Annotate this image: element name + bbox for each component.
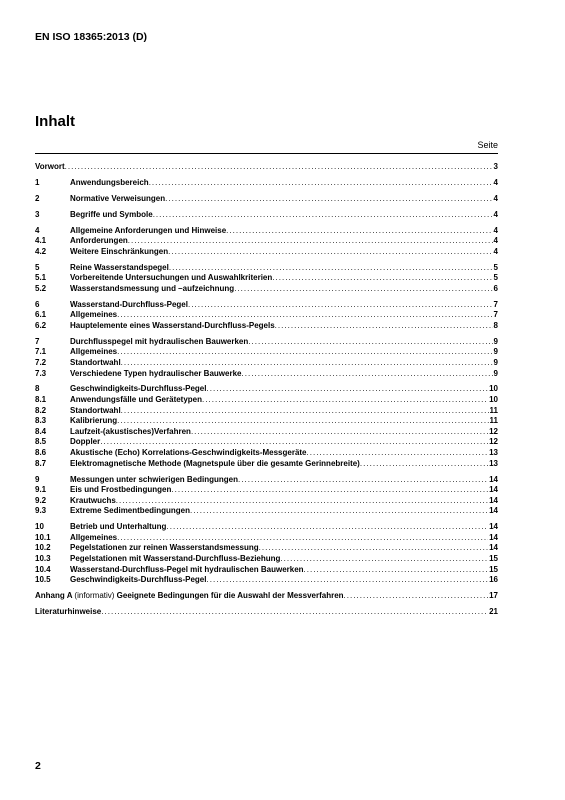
toc-entry-page: 5 bbox=[493, 262, 498, 272]
toc-entry-title: Krautwuchs bbox=[70, 495, 116, 505]
toc-entry-title: Allgemeines bbox=[70, 310, 118, 320]
dot-leader bbox=[188, 300, 493, 311]
toc-entry-page: 4 bbox=[493, 177, 498, 187]
page-title: Inhalt bbox=[35, 113, 75, 130]
toc-entry-title: Anforderungen bbox=[70, 236, 128, 246]
toc-entry-page: 14 bbox=[489, 522, 498, 532]
toc-entry-title: Allgemeines bbox=[70, 347, 118, 357]
toc-entry-page: 10 bbox=[489, 395, 498, 405]
toc-entry-title: Wasserstand-Durchfluss-Pegel bbox=[70, 299, 188, 309]
dot-leader bbox=[226, 226, 492, 237]
toc-entry-annex[interactable] bbox=[35, 591, 498, 602]
toc-entry-title: Reine Wasserstandspegel bbox=[70, 262, 169, 272]
toc-entry-number: 8.7 bbox=[35, 458, 47, 468]
toc-entry-number: 7.3 bbox=[35, 368, 47, 378]
toc-entry-number: 5.1 bbox=[35, 273, 47, 283]
dot-leader bbox=[128, 236, 493, 247]
toc-entry-page: 17 bbox=[489, 591, 498, 601]
toc-entry-title: Anwendungsfälle und Gerätetypen bbox=[70, 395, 203, 405]
dot-leader bbox=[117, 533, 488, 544]
dot-leader bbox=[241, 369, 492, 380]
toc-entry-title: Kalibrierung bbox=[70, 416, 118, 426]
toc-entry-title: Akustische (Echo) Korrelations-Geschwindigkeits-Messgeräte bbox=[70, 448, 307, 458]
dot-leader bbox=[171, 485, 488, 496]
dot-leader bbox=[166, 522, 488, 533]
toc-entry-number: 9 bbox=[35, 474, 40, 484]
toc-entry[interactable] bbox=[35, 506, 498, 517]
table-of-contents bbox=[35, 162, 498, 618]
dot-leader bbox=[206, 384, 488, 395]
toc-entry-title: Geschwindigkeits-Durchfluss-Pegel bbox=[70, 384, 207, 394]
toc-entry-number: 7 bbox=[35, 336, 40, 346]
toc-entry-number: 8 bbox=[35, 384, 40, 394]
toc-entry-page: 6 bbox=[493, 283, 498, 293]
toc-entry-title: Verschiedene Typen hydraulischer Bauwerke bbox=[70, 368, 242, 378]
toc-entry[interactable] bbox=[35, 358, 498, 369]
toc-entry-title: Standortwahl bbox=[70, 357, 121, 367]
toc-entry-number: 10.2 bbox=[35, 543, 51, 553]
toc-entry-number: 4.1 bbox=[35, 236, 47, 246]
toc-entry-number: 5.2 bbox=[35, 283, 47, 293]
toc-entry-page: 10 bbox=[489, 384, 498, 394]
toc-entry[interactable] bbox=[35, 273, 498, 284]
dot-leader bbox=[121, 358, 493, 369]
dot-leader bbox=[169, 263, 493, 274]
dot-leader bbox=[234, 284, 492, 295]
toc-entry-title: Messungen unter schwierigen Bedingungen bbox=[70, 474, 239, 484]
toc-entry-page: 16 bbox=[489, 575, 498, 585]
toc-entry-page: 7 bbox=[493, 310, 498, 320]
annex-title: Geeignete Bedingungen für die Auswahl der Messverfahren bbox=[116, 591, 344, 601]
toc-entry-title: Wasserstandsmessung und –aufzeichnung bbox=[70, 283, 235, 293]
toc-entry[interactable] bbox=[35, 565, 498, 576]
toc-entry-title: Vorbereitende Untersuchungen und Auswahlkriterien bbox=[70, 273, 273, 283]
toc-entry-page: 14 bbox=[489, 543, 498, 553]
toc-entry-page: 15 bbox=[489, 553, 498, 563]
toc-entry[interactable] bbox=[35, 427, 498, 438]
dot-leader bbox=[153, 210, 493, 221]
toc-entry[interactable] bbox=[35, 236, 498, 247]
toc-entry-page: 4 bbox=[493, 225, 498, 235]
toc-entry[interactable] bbox=[35, 300, 498, 311]
toc-entry[interactable] bbox=[35, 263, 498, 274]
annex-title-group bbox=[35, 591, 344, 602]
annex-qualifier: (informativ) bbox=[74, 591, 115, 601]
dot-leader bbox=[206, 575, 488, 586]
toc-entry-title: Vorwort bbox=[35, 162, 65, 171]
toc-entry[interactable] bbox=[35, 369, 498, 380]
toc-entry-title: Weitere Einschränkungen bbox=[70, 246, 169, 256]
toc-entry-title: Allgemeine Anforderungen und Hinweise bbox=[70, 225, 227, 235]
toc-entry-title: Extreme Sedimentbedingungen bbox=[70, 506, 191, 516]
toc-entry-title: Geschwindigkeits-Durchfluss-Pegel bbox=[70, 575, 207, 585]
toc-entry-title: Betrieb und Unterhaltung bbox=[70, 522, 167, 532]
toc-entry-title: Allgemeines bbox=[70, 532, 118, 542]
dot-leader bbox=[100, 437, 488, 448]
toc-entry[interactable] bbox=[35, 575, 498, 586]
toc-entry-number: 7.1 bbox=[35, 347, 47, 357]
toc-entry[interactable] bbox=[35, 162, 498, 173]
toc-entry-page: 14 bbox=[489, 474, 498, 484]
toc-entry-number: 10.4 bbox=[35, 564, 51, 574]
toc-entry[interactable] bbox=[35, 437, 498, 448]
dot-leader bbox=[275, 321, 493, 332]
toc-entry-page: 13 bbox=[489, 448, 498, 458]
dot-leader bbox=[165, 194, 492, 205]
dot-leader bbox=[117, 310, 492, 321]
toc-entry-page: 4 bbox=[493, 193, 498, 203]
toc-entry-page: 4 bbox=[493, 246, 498, 256]
toc-entry[interactable] bbox=[35, 522, 498, 533]
toc-entry-page: 14 bbox=[489, 532, 498, 542]
toc-entry[interactable] bbox=[35, 554, 498, 565]
dot-leader bbox=[191, 427, 488, 438]
toc-entry-number: 4.2 bbox=[35, 246, 47, 256]
toc-entry-title: Eis und Frostbedingungen bbox=[70, 485, 172, 495]
divider bbox=[35, 153, 498, 154]
toc-entry[interactable] bbox=[35, 475, 498, 486]
toc-entry-title: Pegelstationen zur reinen Wasserstandsmessung bbox=[70, 543, 259, 553]
toc-entry-page: 12 bbox=[489, 426, 498, 436]
toc-entry-page: 13 bbox=[489, 458, 498, 468]
toc-entry[interactable] bbox=[35, 247, 498, 258]
toc-entry-title: Standortwahl bbox=[70, 405, 121, 415]
toc-entry-page: 4 bbox=[493, 209, 498, 219]
toc-entry-page: 9 bbox=[493, 357, 498, 367]
toc-entry-number: 6 bbox=[35, 299, 40, 309]
toc-entry[interactable] bbox=[35, 459, 498, 470]
document-id: EN ISO 18365:2013 (D) bbox=[35, 31, 148, 43]
toc-entry-page: 9 bbox=[493, 347, 498, 357]
toc-entry[interactable] bbox=[35, 178, 498, 189]
toc-entry-number: 10 bbox=[35, 522, 44, 532]
dot-leader bbox=[238, 475, 488, 486]
dot-leader bbox=[65, 162, 493, 173]
toc-entry[interactable] bbox=[35, 543, 498, 554]
toc-entry-number: 10.3 bbox=[35, 553, 51, 563]
toc-entry-number: 2 bbox=[35, 193, 40, 203]
toc-entry[interactable] bbox=[35, 496, 498, 507]
dot-leader bbox=[272, 273, 492, 284]
toc-entry-number: 3 bbox=[35, 209, 40, 219]
toc-entry[interactable] bbox=[35, 310, 498, 321]
toc-entry-title: Anwendungsbereich bbox=[70, 177, 149, 187]
toc-entry[interactable] bbox=[35, 384, 498, 395]
toc-entry-page: 12 bbox=[489, 437, 498, 447]
toc-entry-title: Normative Verweisungen bbox=[70, 193, 166, 203]
toc-entry[interactable] bbox=[35, 406, 498, 417]
toc-entry-page: 11 bbox=[489, 416, 498, 426]
toc-entry-page: 14 bbox=[489, 506, 498, 516]
toc-entry-number: 4 bbox=[35, 225, 40, 235]
toc-entry-number: 10.1 bbox=[35, 532, 51, 542]
dot-leader bbox=[101, 607, 488, 618]
toc-entry-number: 9.3 bbox=[35, 506, 47, 516]
toc-entry-title: Wasserstand-Durchfluss-Pegel mit hydraulischen Bauwerken bbox=[70, 564, 304, 574]
dot-leader bbox=[190, 506, 488, 517]
dot-leader bbox=[202, 395, 488, 406]
toc-entry-page: 9 bbox=[493, 336, 498, 346]
toc-entry[interactable] bbox=[35, 194, 498, 205]
dot-leader bbox=[121, 406, 489, 417]
dot-leader bbox=[259, 543, 488, 554]
toc-entry-literature[interactable] bbox=[35, 607, 498, 618]
toc-entry-title: Literaturhinweise bbox=[35, 606, 102, 616]
dot-leader bbox=[248, 337, 492, 348]
toc-entry[interactable] bbox=[35, 347, 498, 358]
toc-entry-page: 9 bbox=[493, 368, 498, 378]
toc-entry[interactable] bbox=[35, 210, 498, 221]
toc-entry[interactable] bbox=[35, 448, 498, 459]
toc-entry-page: 14 bbox=[489, 495, 498, 505]
dot-leader bbox=[117, 347, 492, 358]
toc-entry-page: 15 bbox=[489, 564, 498, 574]
toc-entry-number: 10.5 bbox=[35, 575, 51, 585]
toc-entry-title: Durchflusspegel mit hydraulischen Bauwerken bbox=[70, 336, 249, 346]
toc-entry-number: 8.1 bbox=[35, 395, 47, 405]
toc-entry-number: 1 bbox=[35, 177, 40, 187]
toc-entry-page: 4 bbox=[493, 236, 498, 246]
toc-entry-number: 6.2 bbox=[35, 320, 47, 330]
toc-entry-page: 5 bbox=[493, 273, 498, 283]
toc-entry-title: Begriffe und Symbole bbox=[70, 209, 153, 219]
annex-label: Anhang A bbox=[35, 591, 73, 601]
toc-entry-number: 8.4 bbox=[35, 426, 47, 436]
toc-entry-number: 8.2 bbox=[35, 405, 47, 415]
toc-entry-number: 9.2 bbox=[35, 495, 47, 505]
toc-entry[interactable] bbox=[35, 395, 498, 406]
toc-entry-title: Pegelstationen mit Wasserstand-Durchfluss-Beziehung bbox=[70, 553, 281, 563]
dot-leader bbox=[168, 247, 492, 258]
toc-entry-title: Hauptelemente eines Wasserstand-Durchfluss-Pegels bbox=[70, 320, 275, 330]
toc-entry-number: 8.3 bbox=[35, 416, 47, 426]
toc-entry[interactable] bbox=[35, 321, 498, 332]
toc-entry-page: 11 bbox=[489, 405, 498, 415]
toc-entry-number: 7.2 bbox=[35, 357, 47, 367]
toc-entry-title: Elektromagnetische Methode (Magnetspule über die gesamte Gerinnebreite) bbox=[70, 458, 360, 468]
toc-entry-number: 9.1 bbox=[35, 485, 47, 495]
toc-entry-page: 7 bbox=[493, 299, 498, 309]
toc-entry[interactable] bbox=[35, 416, 498, 427]
toc-entry-number: 6.1 bbox=[35, 310, 47, 320]
dot-leader bbox=[117, 416, 488, 427]
toc-entry-page: 3 bbox=[493, 162, 498, 171]
toc-entry[interactable] bbox=[35, 226, 498, 237]
toc-entry-title: Doppler bbox=[70, 437, 101, 447]
dot-leader bbox=[307, 448, 489, 459]
toc-entry[interactable] bbox=[35, 533, 498, 544]
toc-entry[interactable] bbox=[35, 485, 498, 496]
toc-entry[interactable] bbox=[35, 337, 498, 348]
dot-leader bbox=[280, 554, 488, 565]
dot-leader bbox=[344, 591, 489, 602]
toc-entry-number: 8.5 bbox=[35, 437, 47, 447]
page-column-label: Seite bbox=[477, 140, 498, 150]
toc-entry-title: Laufzeit-(akustisches)Verfahren bbox=[70, 426, 191, 436]
dot-leader bbox=[116, 496, 488, 507]
toc-entry-page: 8 bbox=[493, 320, 498, 330]
toc-entry-number: 8.6 bbox=[35, 448, 47, 458]
toc-entry-number: 5 bbox=[35, 262, 40, 272]
dot-leader bbox=[360, 459, 488, 470]
page-number: 2 bbox=[35, 760, 41, 772]
toc-entry-page: 21 bbox=[489, 606, 498, 616]
dot-leader bbox=[304, 565, 489, 576]
dot-leader bbox=[149, 178, 493, 189]
toc-entry[interactable] bbox=[35, 284, 498, 295]
toc-entry-page: 14 bbox=[489, 485, 498, 495]
